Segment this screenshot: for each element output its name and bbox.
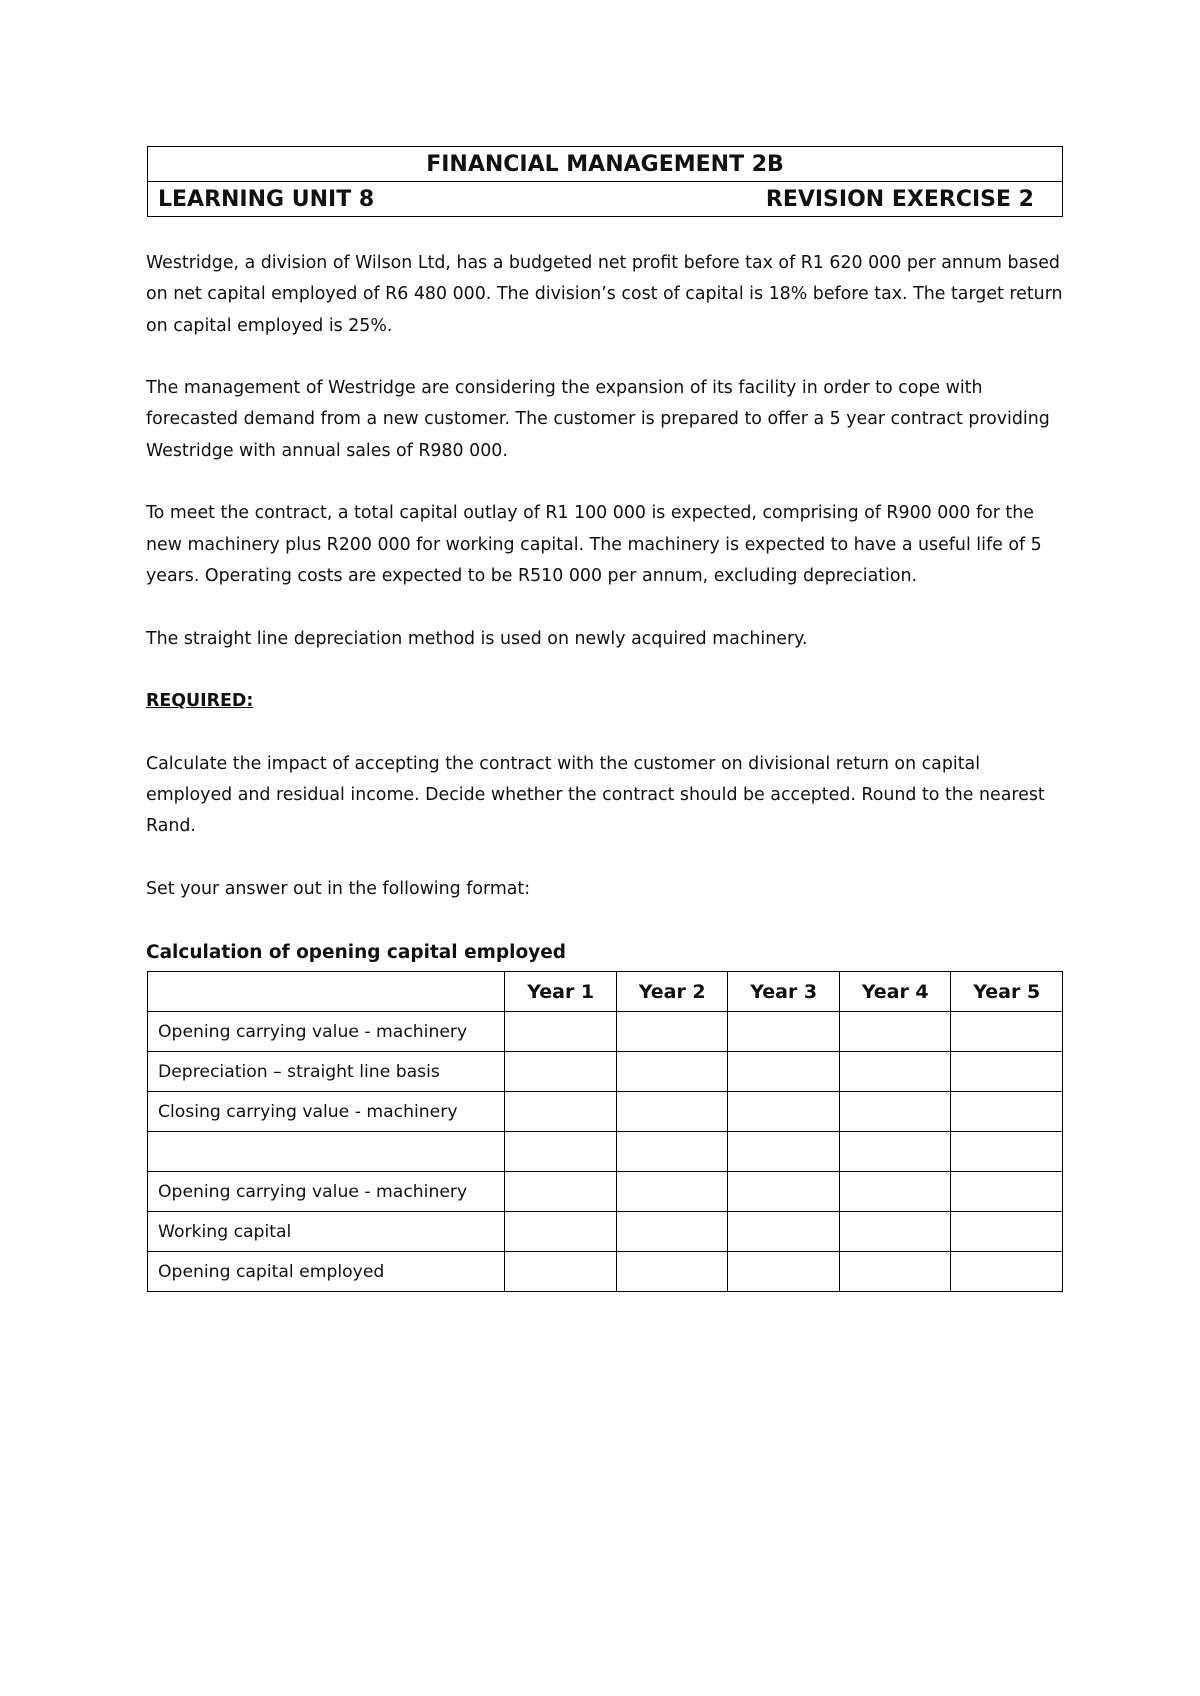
answer-cell[interactable] xyxy=(505,1252,617,1292)
answer-cell[interactable] xyxy=(505,1012,617,1052)
column-header-year-1: Year 1 xyxy=(505,972,617,1012)
table-row xyxy=(148,1132,1063,1172)
row-label: Working capital xyxy=(148,1212,505,1252)
answer-cell[interactable] xyxy=(616,1092,728,1132)
answer-cell[interactable] xyxy=(616,1012,728,1052)
table-row xyxy=(148,1052,1063,1092)
required-text: Calculate the impact of accepting the contract with the customer on divisional return on capital employed and residual income. Decide whether the contract should be accepted. Round to the nearest Rand. xyxy=(146,753,1045,837)
row-label: Opening capital employed xyxy=(148,1252,505,1292)
answer-cell[interactable] xyxy=(951,1252,1063,1292)
answer-cell[interactable] xyxy=(616,1172,728,1212)
paragraph-contract: To meet the contract, a total capital outlay of R1 100 000 is expected, comprising of R900 000 for the new machinery plus R200 000 for working capital. The machinery is expected to have a useful life of 5 years. Operating costs are expected to be R510 000 per annum, excluding depreciation. xyxy=(146,503,1042,586)
answer-cell[interactable] xyxy=(616,1052,728,1092)
learning-unit-label: LEARNING UNIT 8 xyxy=(158,186,375,212)
answer-cell[interactable] xyxy=(951,1132,1063,1172)
column-header-label xyxy=(148,972,505,1012)
answer-cell[interactable] xyxy=(839,1252,951,1292)
row-label: Depreciation – straight line basis xyxy=(148,1052,505,1092)
paragraph-depreciation: The straight line depreciation method is used on newly acquired machinery. xyxy=(146,628,808,649)
answer-cell[interactable] xyxy=(839,1012,951,1052)
exercise-label: REVISION EXERCISE 2 xyxy=(765,186,1034,212)
table-row xyxy=(148,1012,1063,1052)
format-instruction: Set your answer out in the following format: xyxy=(146,878,531,899)
answer-cell[interactable] xyxy=(839,1212,951,1252)
row-label: Closing carrying value - machinery xyxy=(148,1092,505,1132)
answer-cell[interactable] xyxy=(951,1172,1063,1212)
answer-cell[interactable] xyxy=(616,1212,728,1252)
answer-cell[interactable] xyxy=(951,1012,1063,1052)
header-subrow xyxy=(148,182,1063,217)
answer-cell[interactable] xyxy=(505,1052,617,1092)
answer-cell[interactable] xyxy=(505,1092,617,1132)
table-row xyxy=(148,1092,1063,1132)
row-label: Opening carrying value - machinery xyxy=(148,1172,505,1212)
document-title: FINANCIAL MANAGEMENT 2B xyxy=(148,147,1063,182)
answer-cell[interactable] xyxy=(728,1012,840,1052)
answer-cell[interactable] xyxy=(728,1132,840,1172)
column-header-year-4: Year 4 xyxy=(839,972,951,1012)
answer-cell[interactable] xyxy=(839,1052,951,1092)
answer-cell[interactable] xyxy=(951,1052,1063,1092)
answer-cell[interactable] xyxy=(951,1092,1063,1132)
answer-cell[interactable] xyxy=(728,1052,840,1092)
answer-cell[interactable] xyxy=(728,1212,840,1252)
paragraph-intro: Westridge, a division of Wilson Ltd, has a budgeted net profit before tax of R1 620 000 per annum based on net capital employed of R6 480 000. The division’s cost of capital is 18% before tax. The target return on capital employed is 25%. xyxy=(146,253,1063,336)
paragraph-management: The management of Westridge are considering the expansion of its facility in order to cope with forecasted demand from a new customer. The customer is prepared to offer a 5 year contract providing Westridge with annual sales of R980 000. xyxy=(146,378,1050,461)
answer-cell[interactable] xyxy=(951,1212,1063,1252)
answer-cell[interactable] xyxy=(505,1132,617,1172)
answer-cell[interactable] xyxy=(839,1132,951,1172)
row-label: Opening carrying value - machinery xyxy=(148,1012,505,1052)
answer-cell[interactable] xyxy=(616,1132,728,1172)
required-heading: REQUIRED: xyxy=(146,691,254,712)
table-row xyxy=(148,1172,1063,1212)
answer-cell[interactable] xyxy=(505,1172,617,1212)
column-header-year-2: Year 2 xyxy=(616,972,728,1012)
answer-cell[interactable] xyxy=(839,1092,951,1132)
table-title: Calculation of opening capital employed xyxy=(146,941,567,963)
answer-cell[interactable] xyxy=(728,1172,840,1212)
answer-cell[interactable] xyxy=(616,1252,728,1292)
table-row xyxy=(148,1252,1063,1292)
document-header xyxy=(147,146,1063,217)
answer-cell[interactable] xyxy=(728,1092,840,1132)
table-header-row xyxy=(148,972,1063,1012)
row-label xyxy=(148,1132,505,1172)
answer-cell[interactable] xyxy=(839,1172,951,1212)
column-header-year-5: Year 5 xyxy=(951,972,1063,1012)
answer-cell[interactable] xyxy=(728,1252,840,1292)
column-header-year-3: Year 3 xyxy=(728,972,840,1012)
answer-cell[interactable] xyxy=(505,1212,617,1252)
capital-employed-table xyxy=(147,971,1063,1292)
document-body xyxy=(146,248,1066,999)
table-row xyxy=(148,1212,1063,1252)
